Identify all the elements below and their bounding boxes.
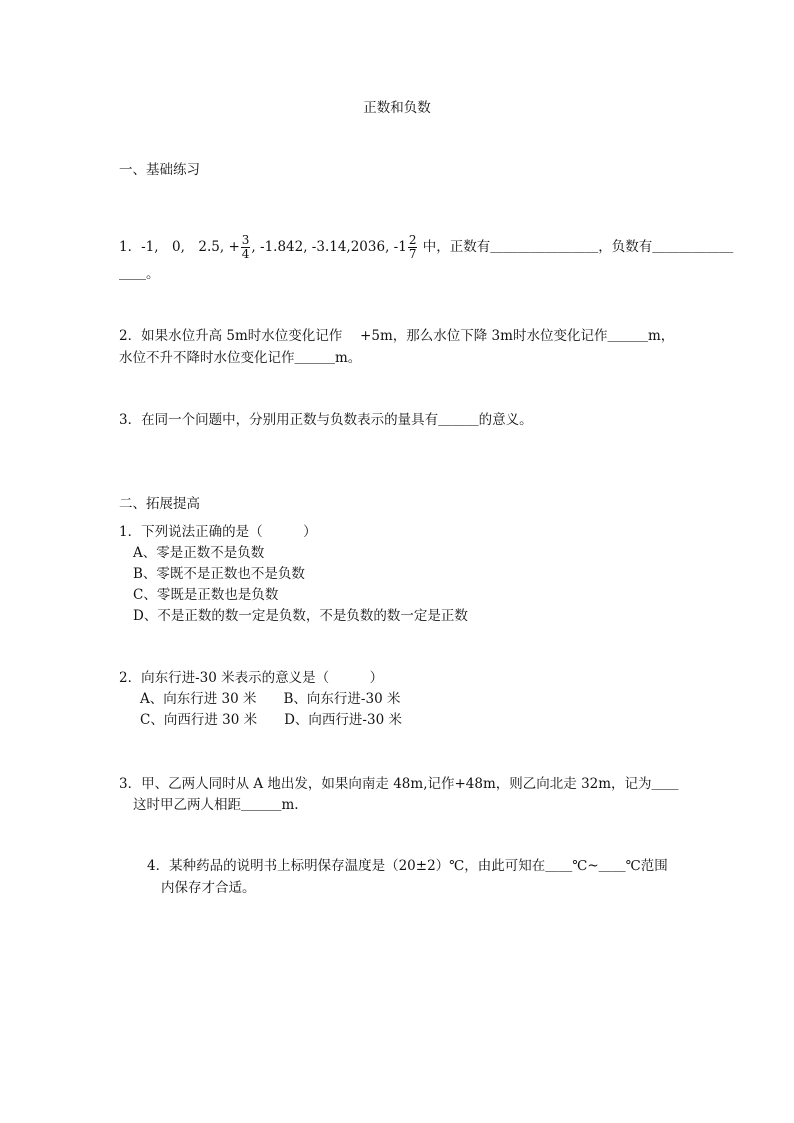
section1-q3-line1: 3．在同一个问题中，分别用正数与负数表示的量具有＿＿＿的意义。 (119, 412, 533, 428)
section2-q1-stem: 1．下列说法正确的是（ ） (119, 524, 317, 540)
section2-heading: 二、拓展提高 (119, 496, 200, 512)
q1-prefix: 1．-1, 0, 2.5, + (119, 239, 240, 255)
section2-q2-options-row2: C、向西行进 30 米 D、向西行进-30 米 (140, 712, 402, 728)
q1-middle: , -1.842, -3.14,2036, -1 (251, 239, 407, 255)
section2-q1-option-d: D、不是正数的数一定是负数，不是负数的数一定是正数 (133, 608, 468, 624)
section2-q1-option-c: C、零既是正数也是负数 (133, 587, 279, 603)
fraction1-denominator: 4 (241, 247, 250, 261)
fraction2-denominator: 7 (408, 247, 417, 261)
fraction2-numerator: 2 (408, 233, 417, 247)
section1-q2-line2: 水位不升不降时水位变化记作＿＿＿m。 (119, 350, 362, 366)
section1-q1-line2: ＿＿。 (119, 266, 160, 282)
section2-q1-option-b: B、零既不是正数也不是负数 (133, 566, 305, 582)
section1-heading: 一、基础练习 (119, 162, 200, 178)
fraction1-numerator: 3 (241, 233, 250, 247)
fraction-two-sevenths (408, 234, 418, 261)
section2-q4-line2: 内保存才合适。 (161, 880, 256, 896)
section2-q3-line1: 3．甲、乙两人同时从 A 地出发，如果向南走 48m,记作+48m，则乙向北走 32m，记为＿＿ (119, 776, 679, 792)
section2-q3-line2: 这时甲乙两人相距＿＿＿m. (133, 797, 299, 813)
section2-q1-option-a: A、零是正数不是负数 (133, 545, 265, 561)
fraction-three-quarters (241, 234, 251, 261)
section2-q2-options-row1: A、向东行进 30 米 B、向东行进-30 米 (140, 691, 401, 707)
section2-q2-stem: 2．向东行进-30 米表示的意义是（ ） (119, 670, 384, 686)
section1-q2-line1: 2．如果水位升高 5m时水位变化记作 +5m，那么水位下降 3m时水位变化记作＿＿＿m， (119, 328, 675, 344)
page-title: 正数和负数 (363, 100, 431, 116)
section1-q1-line1 (119, 234, 733, 261)
q1-suffix: 中，正数有＿＿＿＿＿＿＿＿，负数有＿＿＿＿＿＿ (418, 239, 734, 255)
section2-q4-line1: 4．某种药品的说明书上标明保存温度是（20±2）℃，由此可知在＿＿℃~＿＿℃范围 (147, 858, 668, 874)
